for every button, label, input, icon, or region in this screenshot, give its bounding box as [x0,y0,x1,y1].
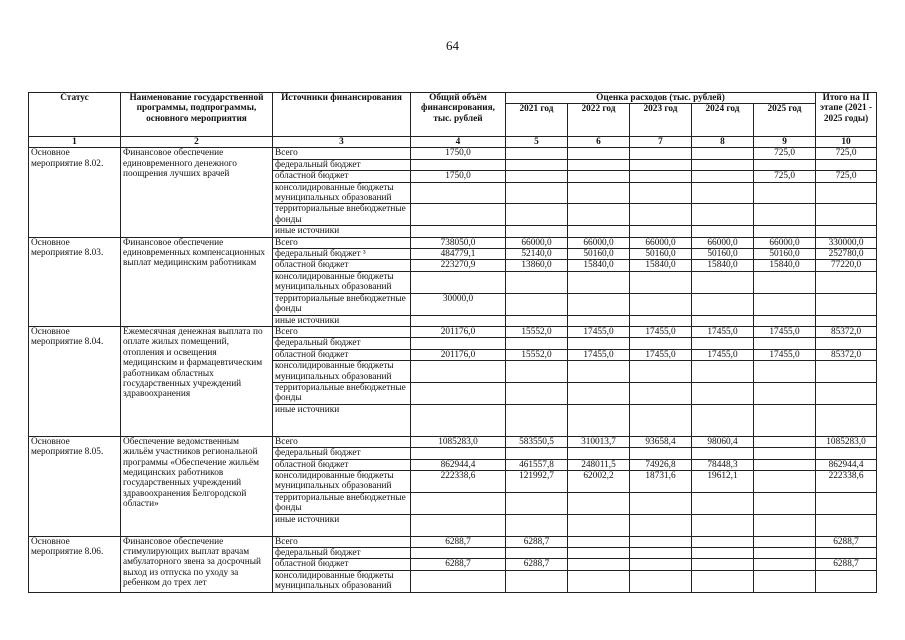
total-amount-cell [411,315,506,326]
funding-source: территориальные внебюджетные фонды [273,204,411,226]
column-number: 4 [411,137,506,148]
year-amount-cell [692,226,754,237]
year-amount-cell [568,315,630,326]
year-amount-cell [506,570,568,592]
year-amount-cell [506,382,568,404]
header-estimate: Оценка расходов (тыс. рублей) [506,93,816,104]
measure-name: Финансовое обеспечение стимулирующих выплат врачам амбулаторного звена за досрочный выход из отпуска по уходу за ребенком до трех лет [121,536,273,592]
stage-total-cell [816,382,877,404]
year-amount-cell [630,159,692,170]
total-amount-cell [411,226,506,237]
year-amount-cell [568,361,630,383]
total-amount-cell: 222338,6 [411,470,506,492]
total-amount-cell [411,448,506,459]
total-amount-cell [411,382,506,404]
funding-source: областной бюджет [273,171,411,182]
year-amount-cell [506,148,568,159]
year-amount-cell [568,271,630,293]
year-amount-cell [568,382,630,404]
measure-name: Ежемесячная денежная выплата по оплате жилых помещений, отопления и освещения медицинским и фармацевтическим работникам областных государственных учреждений здравоохранения [121,326,273,436]
year-amount-cell: 50160,0 [692,249,754,260]
year-amount-cell [754,470,816,492]
funding-source: территориальные внебюджетные фонды [273,382,411,404]
year-amount-cell [506,293,568,315]
funding-source: Всего [273,326,411,337]
year-amount-cell: 121992,7 [506,470,568,492]
funding-source: областной бюджет [273,459,411,470]
total-amount-cell [411,492,506,514]
year-amount-cell [568,570,630,592]
measure-status: Основное мероприятие 8.04. [29,326,121,436]
year-amount-cell [754,514,816,536]
funding-source: иные источники [273,514,411,536]
year-amount-cell [568,492,630,514]
stage-total-cell [816,204,877,226]
year-amount-cell [630,514,692,536]
year-amount-cell [692,514,754,536]
year-amount-cell [630,559,692,570]
stage-total-cell [816,492,877,514]
table-row [29,536,877,547]
year-amount-cell [506,159,568,170]
year-amount-cell [630,226,692,237]
column-number: 6 [568,137,630,148]
year-amount-cell [692,315,754,326]
year-amount-cell [506,226,568,237]
year-amount-cell: 50160,0 [568,249,630,260]
funding-source: Всего [273,148,411,159]
table-row [29,436,877,447]
year-amount-cell [630,404,692,436]
stage-total-cell: 222338,6 [816,470,877,492]
year-amount-cell [692,148,754,159]
stage-total-cell: 77220,0 [816,260,877,271]
year-amount-cell [506,492,568,514]
measure-status: Основное мероприятие 8.05. [29,436,121,536]
stage-total-cell: 6288,7 [816,536,877,547]
year-amount-cell [692,171,754,182]
total-amount-cell: 201176,0 [411,349,506,360]
year-amount-cell [692,338,754,349]
year-amount-cell: 66000,0 [568,237,630,248]
year-amount-cell [754,459,816,470]
year-amount-cell [568,204,630,226]
total-amount-cell [411,204,506,226]
header-total: Общий объём финансирования, тыс. рублей [411,93,506,137]
year-amount-cell: 13860,0 [506,260,568,271]
year-amount-cell: 17455,0 [754,349,816,360]
header-year: 2023 год [630,104,692,137]
year-amount-cell [754,226,816,237]
funding-source: консолидированные бюджеты муниципальных образований [273,271,411,293]
year-amount-cell [692,159,754,170]
year-amount-cell: 6288,7 [506,536,568,547]
year-amount-cell: 66000,0 [754,237,816,248]
year-amount-cell [568,404,630,436]
year-amount-cell [692,293,754,315]
table-body [29,148,877,592]
funding-source: областной бюджет [273,349,411,360]
year-amount-cell [630,271,692,293]
year-amount-cell [506,171,568,182]
column-number: 8 [692,137,754,148]
stage-total-cell [816,159,877,170]
total-amount-cell: 201176,0 [411,326,506,337]
total-amount-cell: 6288,7 [411,536,506,547]
stage-total-cell: 252780,0 [816,249,877,260]
year-amount-cell: 17455,0 [754,326,816,337]
total-amount-cell [411,182,506,204]
year-amount-cell [692,382,754,404]
year-amount-cell: 6288,7 [506,559,568,570]
year-amount-cell: 66000,0 [630,237,692,248]
year-amount-cell: 17455,0 [630,349,692,360]
stage-total-cell: 6288,7 [816,559,877,570]
stage-total-cell [816,514,877,536]
stage-total-cell [816,315,877,326]
header-final: Итого на II этапе (2021 - 2025 годы) [816,93,877,137]
year-amount-cell [630,448,692,459]
stage-total-cell [816,293,877,315]
funding-source: федеральный бюджет [273,159,411,170]
table-row [29,326,877,337]
total-amount-cell: 862944,4 [411,459,506,470]
year-amount-cell: 15840,0 [568,260,630,271]
year-amount-cell: 15840,0 [754,260,816,271]
total-amount-cell [411,271,506,293]
table-row [29,237,877,248]
header-year: 2021 год [506,104,568,137]
year-amount-cell: 17455,0 [692,326,754,337]
year-amount-cell: 17455,0 [630,326,692,337]
total-amount-cell [411,548,506,559]
total-amount-cell: 223270,9 [411,260,506,271]
year-amount-cell: 17455,0 [568,349,630,360]
year-amount-cell [506,361,568,383]
stage-total-cell: 1085283,0 [816,436,877,447]
year-amount-cell [630,315,692,326]
stage-total-cell [816,548,877,559]
column-number-row [29,137,877,148]
year-amount-cell [630,570,692,592]
total-amount-cell [411,361,506,383]
year-amount-cell [568,182,630,204]
year-amount-cell [630,148,692,159]
funding-source: областной бюджет [273,260,411,271]
stage-total-cell: 725,0 [816,171,877,182]
header-status: Статус [29,93,121,137]
stage-total-cell: 330000,0 [816,237,877,248]
funding-source: консолидированные бюджеты муниципальных образований [273,361,411,383]
total-amount-cell: 1750,0 [411,148,506,159]
year-amount-cell [754,404,816,436]
year-amount-cell [630,382,692,404]
measure-status: Основное мероприятие 8.03. [29,237,121,326]
year-amount-cell: 15552,0 [506,349,568,360]
year-amount-cell [692,271,754,293]
year-amount-cell [630,548,692,559]
year-amount-cell [506,404,568,436]
column-number: 5 [506,137,568,148]
year-amount-cell [692,448,754,459]
year-amount-cell [754,548,816,559]
year-amount-cell: 583550,5 [506,436,568,447]
year-amount-cell: 62002,2 [568,470,630,492]
year-amount-cell: 50160,0 [754,249,816,260]
year-amount-cell [568,559,630,570]
total-amount-cell: 1085283,0 [411,436,506,447]
column-number: 1 [29,137,121,148]
funding-source: территориальные внебюджетные фонды [273,492,411,514]
funding-source: федеральный бюджет [273,448,411,459]
year-amount-cell [506,448,568,459]
year-amount-cell: 15840,0 [692,260,754,271]
year-amount-cell [692,536,754,547]
year-amount-cell [754,570,816,592]
year-amount-cell [506,514,568,536]
year-amount-cell [506,182,568,204]
header-sources: Источники финансирования [273,93,411,137]
year-amount-cell: 17455,0 [568,326,630,337]
total-amount-cell: 6288,7 [411,559,506,570]
funding-source: территориальные внебюджетные фонды [273,293,411,315]
year-amount-cell [568,536,630,547]
year-amount-cell: 50160,0 [630,249,692,260]
stage-total-cell [816,338,877,349]
year-amount-cell: 15840,0 [630,260,692,271]
financing-table [28,92,877,593]
year-amount-cell [692,559,754,570]
year-amount-cell: 248011,5 [568,459,630,470]
year-amount-cell: 310013,7 [568,436,630,447]
stage-total-cell [816,182,877,204]
funding-source: Всего [273,436,411,447]
table-row [29,148,877,159]
funding-source: федеральный бюджет [273,548,411,559]
table-header [29,93,877,148]
year-amount-cell: 19612,1 [692,470,754,492]
funding-source: Всего [273,536,411,547]
year-amount-cell [754,382,816,404]
year-amount-cell [568,514,630,536]
column-number: 9 [754,137,816,148]
year-amount-cell: 78448,3 [692,459,754,470]
year-amount-cell: 18731,6 [630,470,692,492]
year-amount-cell [630,204,692,226]
page-number: 64 [446,38,459,53]
funding-source: иные источники [273,315,411,326]
year-amount-cell [692,361,754,383]
year-amount-cell [692,548,754,559]
total-amount-cell [411,514,506,536]
total-amount-cell [411,404,506,436]
funding-source: консолидированные бюджеты муниципальных образований [273,570,411,592]
year-amount-cell [692,570,754,592]
year-amount-cell [568,293,630,315]
year-amount-cell: 66000,0 [692,237,754,248]
year-amount-cell: 17455,0 [692,349,754,360]
year-amount-cell: 725,0 [754,148,816,159]
year-amount-cell [630,492,692,514]
total-amount-cell [411,338,506,349]
year-amount-cell: 725,0 [754,171,816,182]
year-amount-cell [506,548,568,559]
funding-source: федеральный бюджет ³ [273,249,411,260]
stage-total-cell [816,570,877,592]
year-amount-cell [754,293,816,315]
year-amount-cell: 52140,0 [506,249,568,260]
year-amount-cell [754,559,816,570]
year-amount-cell [754,448,816,459]
year-amount-cell [630,182,692,204]
measure-name: Обеспечение ведомственным жильём участников региональной программы «Обеспечение жильём медицинских работников государственных учреждений здравоохранения Белгородской области» [121,436,273,536]
year-amount-cell [568,148,630,159]
year-amount-cell [568,171,630,182]
year-amount-cell [568,226,630,237]
funding-source: иные источники [273,226,411,237]
year-amount-cell [568,159,630,170]
year-amount-cell [754,492,816,514]
total-amount-cell [411,159,506,170]
total-amount-cell: 30000,0 [411,293,506,315]
year-amount-cell [754,338,816,349]
stage-total-cell: 85372,0 [816,326,877,337]
year-amount-cell [568,338,630,349]
funding-source: областной бюджет [273,559,411,570]
year-amount-cell [506,204,568,226]
year-amount-cell: 66000,0 [506,237,568,248]
measure-name: Финансовое обеспечение единовременного денежного поощрения лучших врачей [121,148,273,237]
year-amount-cell [754,436,816,447]
year-amount-cell [630,338,692,349]
year-amount-cell [754,361,816,383]
year-amount-cell [692,204,754,226]
year-amount-cell: 461557,8 [506,459,568,470]
year-amount-cell [630,171,692,182]
stage-total-cell: 862944,4 [816,459,877,470]
stage-total-cell [816,271,877,293]
column-number: 3 [273,137,411,148]
header-year: 2022 год [568,104,630,137]
total-amount-cell [411,570,506,592]
stage-total-cell [816,448,877,459]
total-amount-cell: 1750,0 [411,171,506,182]
header-year: 2024 год [692,104,754,137]
measure-status: Основное мероприятие 8.06. [29,536,121,592]
year-amount-cell: 98060,4 [692,436,754,447]
year-amount-cell [754,159,816,170]
year-amount-cell [506,338,568,349]
year-amount-cell [754,271,816,293]
year-amount-cell: 74926,8 [630,459,692,470]
stage-total-cell [816,361,877,383]
funding-source: консолидированные бюджеты муниципальных образований [273,470,411,492]
year-amount-cell [506,271,568,293]
year-amount-cell [754,315,816,326]
year-amount-cell [568,548,630,559]
year-amount-cell [568,448,630,459]
funding-source: федеральный бюджет [273,338,411,349]
column-number: 10 [816,137,877,148]
funding-source: Всего [273,237,411,248]
year-amount-cell [754,204,816,226]
year-amount-cell [630,361,692,383]
year-amount-cell [692,492,754,514]
year-amount-cell [630,293,692,315]
year-amount-cell [692,182,754,204]
stage-total-cell [816,226,877,237]
measure-status: Основное мероприятие 8.02. [29,148,121,237]
header-name: Наименование государственной программы, подпрограммы, основного мероприятия [121,93,273,137]
year-amount-cell [754,536,816,547]
year-amount-cell: 15552,0 [506,326,568,337]
year-amount-cell [630,536,692,547]
stage-total-cell: 85372,0 [816,349,877,360]
funding-source: иные источники [273,404,411,436]
year-amount-cell [692,404,754,436]
stage-total-cell [816,404,877,436]
column-number: 7 [630,137,692,148]
funding-source: консолидированные бюджеты муниципальных образований [273,182,411,204]
year-amount-cell: 93658,4 [630,436,692,447]
year-amount-cell [754,182,816,204]
stage-total-cell: 725,0 [816,148,877,159]
header-year: 2025 год [754,104,816,137]
column-number: 2 [121,137,273,148]
measure-name: Финансовое обеспечение единовремeнных компенсационных выплат медицинским работникам [121,237,273,326]
year-amount-cell [506,315,568,326]
total-amount-cell: 484779,1 [411,249,506,260]
total-amount-cell: 738050,0 [411,237,506,248]
